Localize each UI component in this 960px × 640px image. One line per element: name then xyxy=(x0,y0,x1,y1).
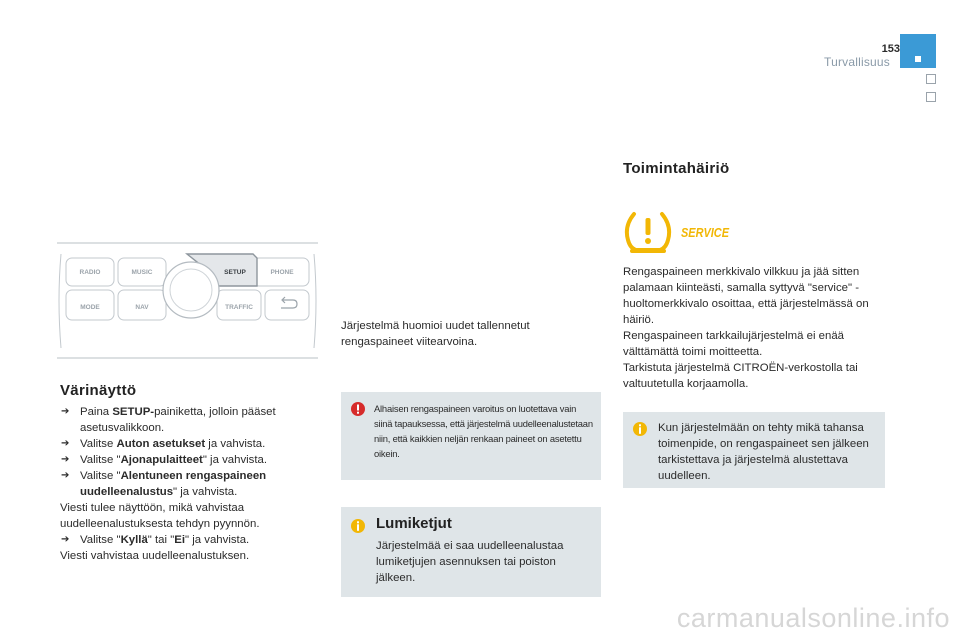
warning-box xyxy=(341,392,601,480)
step-text: " tai " xyxy=(147,534,175,546)
step-keyword: Ei xyxy=(174,534,186,546)
step-keyword: Auton asetukset xyxy=(116,438,206,450)
step-item xyxy=(60,532,322,548)
section-name: Turvallisuus xyxy=(824,55,890,69)
malfunction-title: Toimintahäiriö xyxy=(623,160,730,177)
panel-radio-label: RADIO xyxy=(79,269,101,276)
step-text: Valitse xyxy=(80,438,117,450)
watermark: carmanualsonline.info xyxy=(676,603,950,633)
middle-text: Järjestelmä huomioi uudet tallennetut rengaspaineet viitearvoina. xyxy=(341,320,530,348)
section-tab xyxy=(900,34,936,68)
page-number: 153 xyxy=(881,43,900,55)
step-text: painiketta, jolloin pääset asetusvalikkoon. xyxy=(80,406,276,434)
step-text: Paina xyxy=(80,406,113,418)
arrow-icon: ➔ xyxy=(61,406,70,417)
vari-title: Värinäyttö xyxy=(60,382,137,399)
step-text: " ja vahvista. xyxy=(202,454,268,466)
panel-setup-label: SETUP xyxy=(224,269,246,276)
step-text: " ja vahvista. xyxy=(185,534,250,546)
step-keyword: Alentuneen rengaspaineen uudelleenalustus xyxy=(80,470,267,498)
tab-square-1 xyxy=(926,74,936,84)
info-text: Kun järjestelmään on tehty mikä tahansa toimenpide, on rengaspaineet sen jälkeen tarkistettava ja järjestelmä alustettava uudelleen. xyxy=(658,422,869,482)
service-icon xyxy=(680,223,730,241)
info-icon xyxy=(351,519,365,533)
step-text: ja vahvista. xyxy=(205,438,266,450)
panel-traffic-label: TRAFFIC xyxy=(225,304,253,311)
info-icon xyxy=(633,422,647,436)
info-box xyxy=(623,412,885,488)
arrow-icon: ➔ xyxy=(61,454,70,465)
step-text: " ja vahvista. xyxy=(173,486,238,498)
arrow-icon: ➔ xyxy=(61,438,70,449)
snow-chains-box xyxy=(341,507,601,597)
steps-list xyxy=(60,404,322,564)
malfunction-text: Rengaspaineen merkkivalo vilkkuu ja jää sitten palamaan kiinteästi, samalla syttyvä "service" -huoltomerkkivalo osoittaa, että järjestelmässä on häiriö. Rengaspaineen tarkkailujärjestelmä ei enää välttämättä toimi moitteetta. Tarkistuta järjestelmä CITROËN-verkostolla tai valtuutetulla korjaamolla. xyxy=(623,266,869,390)
panel-mode-label: MODE xyxy=(80,304,100,311)
warning-text: Alhaisen rengaspaineen varoitus on luotettava vain siinä tapauksessa, että järjestelmä uudelleenalustetaan niin, että kaikkien neljän renkaan paineet on asetettu oikein. xyxy=(374,403,593,459)
service-label: SERVICE xyxy=(681,225,730,240)
tab-square-2 xyxy=(926,92,936,102)
step-item xyxy=(60,436,322,452)
snow-chains-text: Järjestelmää ei saa uudelleenalustaa lumiketjujen asennuksen tai poiston jälkeen. xyxy=(376,540,564,584)
step-text: Valitse " xyxy=(80,454,121,466)
steps-note: Viesti tulee näyttöön, mikä vahvistaa uudelleenalustuksesta tehdyn pyynnön. xyxy=(60,502,260,530)
step-text: Valitse " xyxy=(80,470,121,482)
panel-nav-label: NAV xyxy=(135,304,149,311)
step-item xyxy=(60,404,322,436)
step-keyword: SETUP- xyxy=(112,406,155,418)
panel-phone-label: PHONE xyxy=(270,269,294,276)
panel-music-label: MUSIC xyxy=(131,269,153,276)
step-item xyxy=(60,468,322,500)
tab-mark xyxy=(915,56,921,62)
arrow-icon: ➔ xyxy=(61,470,70,481)
exclamation-icon xyxy=(351,402,365,416)
step-item xyxy=(60,452,322,468)
snow-chains-title: Lumiketjut xyxy=(376,515,452,532)
step-keyword: Ajonapulaitteet xyxy=(120,454,203,466)
tire-pressure-icon xyxy=(620,210,676,254)
setup-panel-illustration xyxy=(57,240,318,362)
arrow-icon: ➔ xyxy=(61,534,70,545)
step-keyword: Kyllä xyxy=(120,534,148,546)
steps-note: Viesti vahvistaa uudelleenalustuksen. xyxy=(60,550,250,562)
step-text: Valitse " xyxy=(80,534,121,546)
